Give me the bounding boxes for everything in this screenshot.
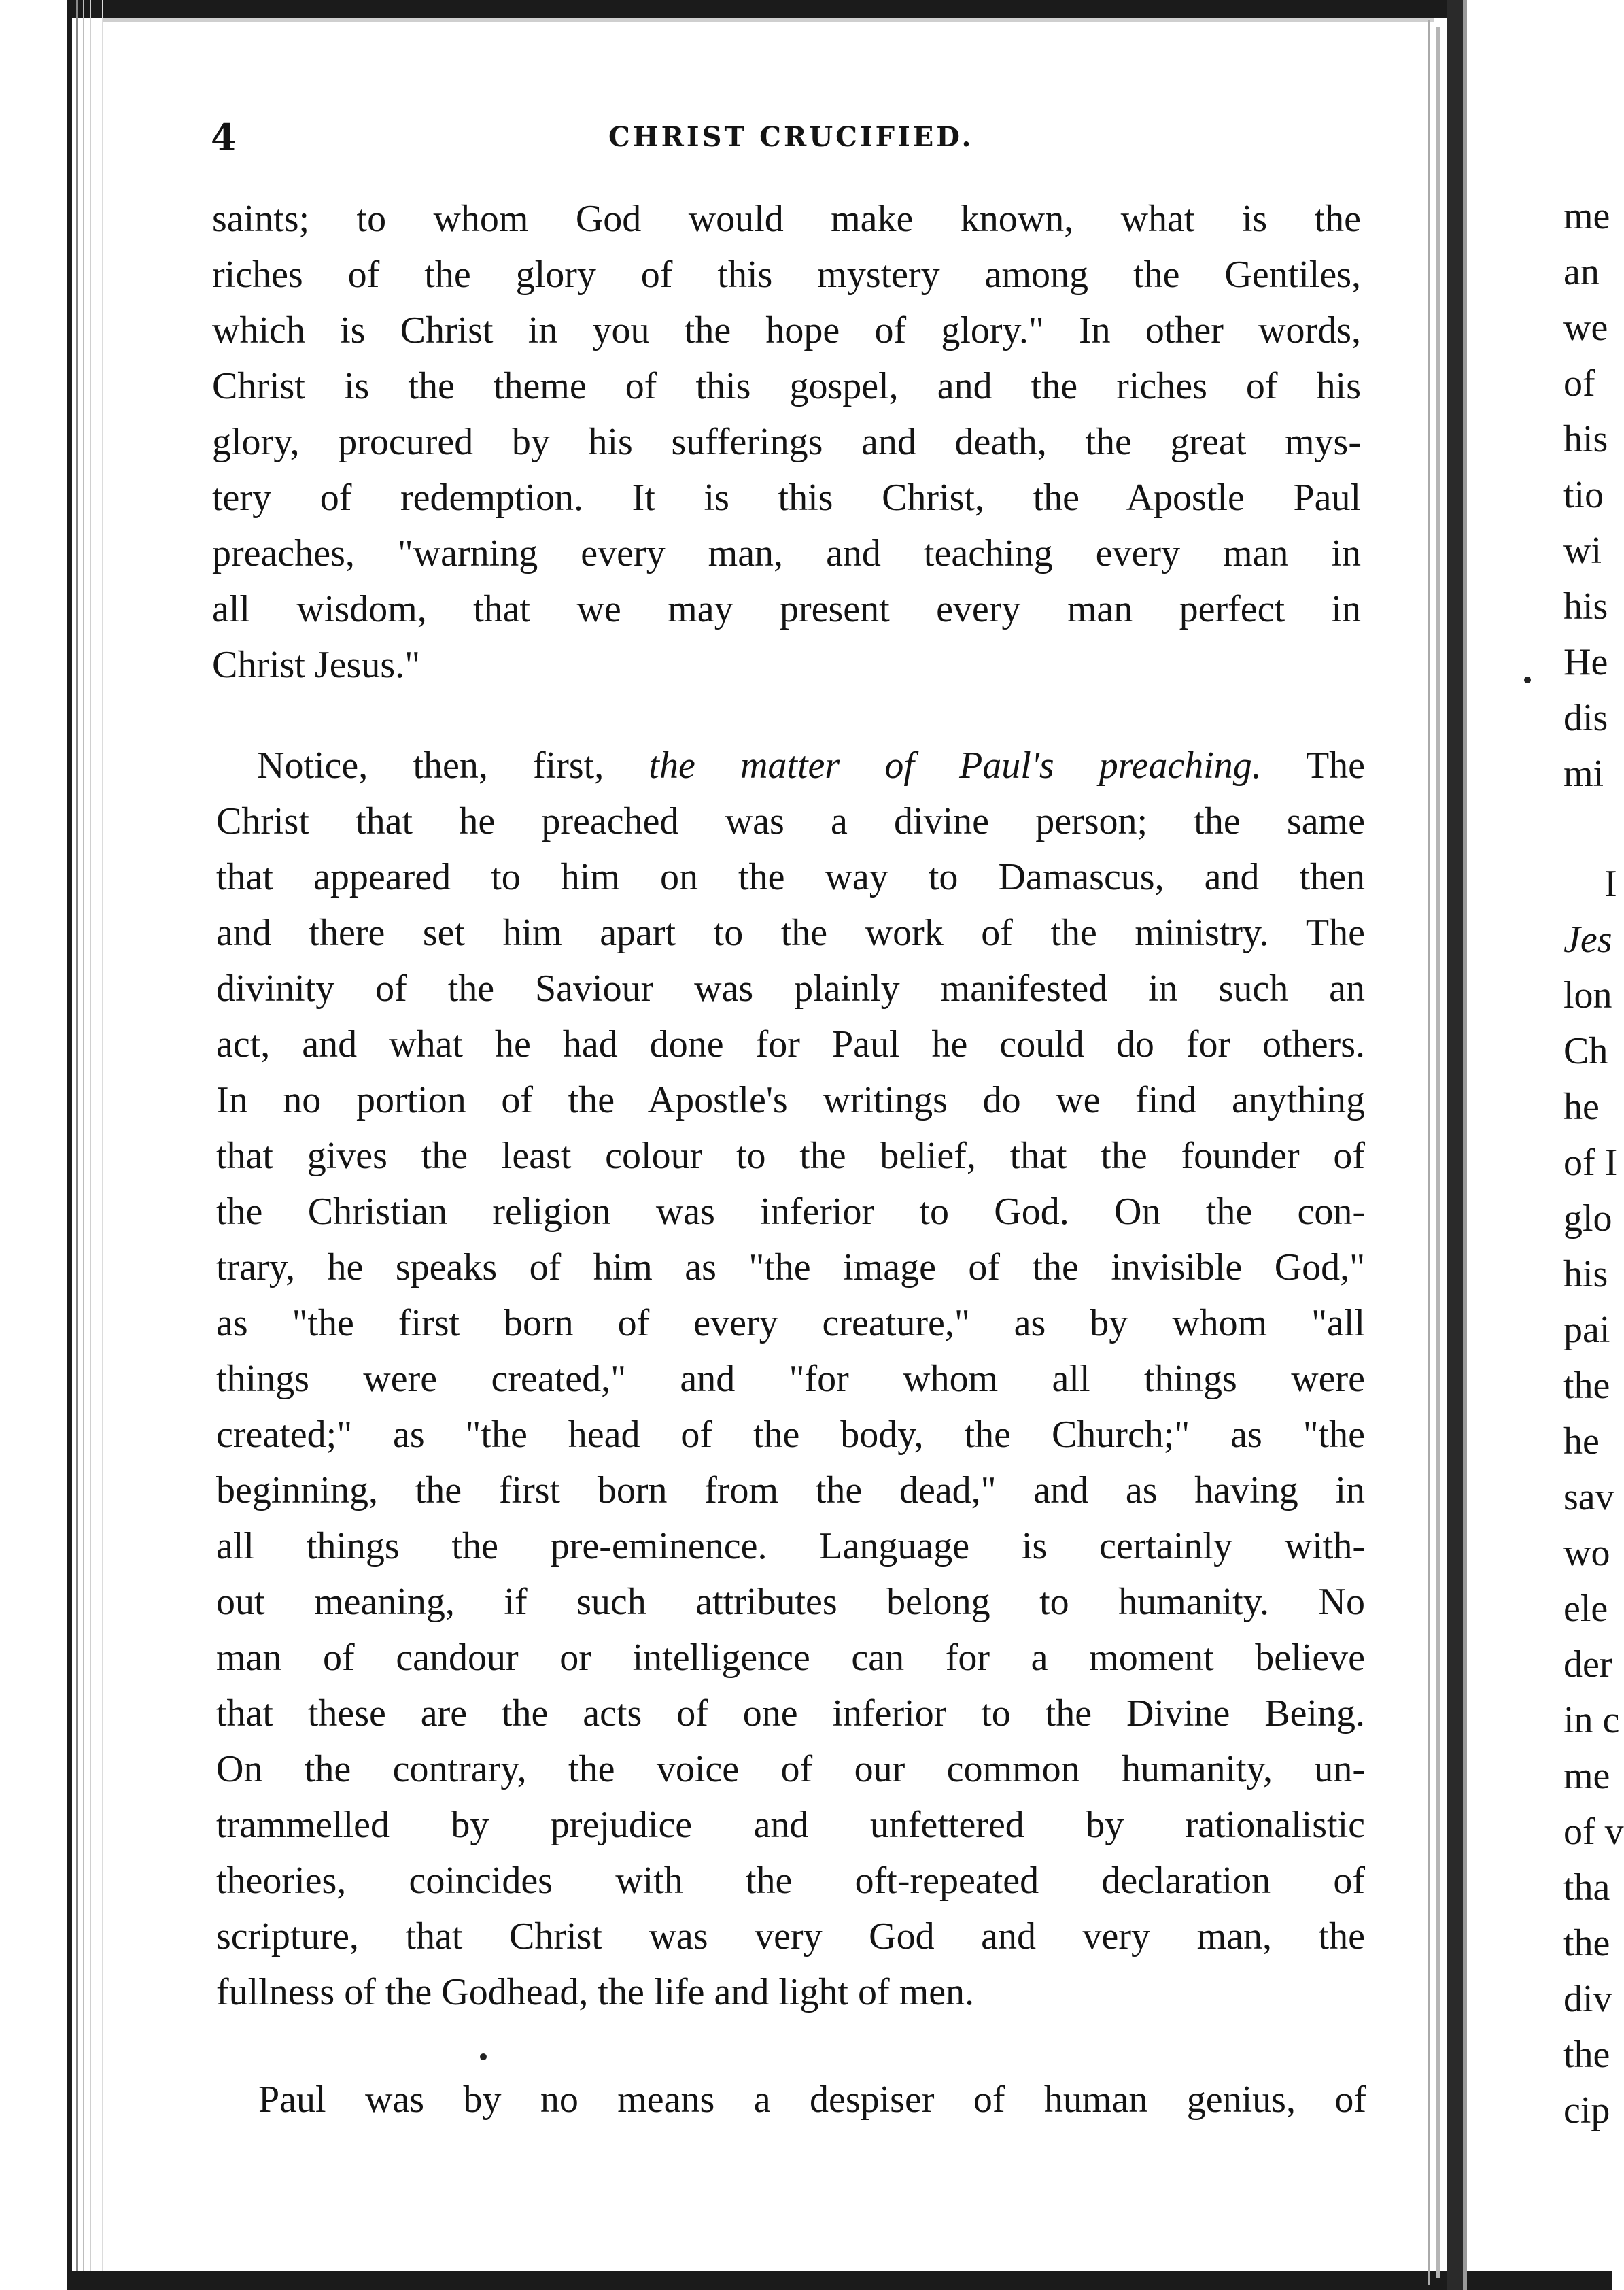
page-edge-bottom xyxy=(67,2271,1612,2290)
facing-line: the xyxy=(1563,1365,1610,1407)
text-line: scripture, that Christ was very God and very man, the xyxy=(216,1915,1365,1958)
facing-line: his xyxy=(1563,585,1608,628)
facing-line: tha xyxy=(1563,1866,1610,1909)
text-line: Christ that he preached was a divine person; the same xyxy=(216,800,1365,842)
text-line: preaches, "warning every man, and teaching every man in xyxy=(212,532,1361,575)
text-line: tery of redemption. It is this Christ, the Apostle Paul xyxy=(212,477,1361,519)
facing-line: sav xyxy=(1563,1476,1614,1518)
print-speck xyxy=(480,2053,487,2060)
print-speck xyxy=(1524,677,1531,683)
page-edge-top-shadow xyxy=(102,18,1434,22)
text-line: saints; to whom God would make known, what is the xyxy=(212,198,1361,240)
facing-line: of xyxy=(1563,362,1595,405)
facing-line: the xyxy=(1563,2034,1610,2076)
facing-line: Jes xyxy=(1563,919,1612,961)
text-line: In no portion of the Apostle's writings do we find anything xyxy=(216,1079,1365,1121)
facing-line: wo xyxy=(1563,1532,1610,1574)
opening-tail: The xyxy=(1305,745,1365,787)
running-head: CHRIST CRUCIFIED. xyxy=(608,121,974,153)
facing-line: in c xyxy=(1563,1699,1620,1741)
text-line: all things the pre-eminence. Language is certainly with- xyxy=(216,1525,1365,1567)
facing-line: Ch xyxy=(1563,1030,1608,1072)
facing-line: of v xyxy=(1563,1811,1624,1853)
facing-line: glo xyxy=(1563,1197,1612,1240)
facing-page-fragment xyxy=(1468,0,1624,2271)
text-line: that these are the acts of one inferior to the Divine Being. xyxy=(216,1692,1365,1734)
facing-line: me xyxy=(1563,1755,1610,1797)
text-line: Christ Jesus." xyxy=(212,644,421,686)
text-line: the Christian religion was inferior to God. On the con- xyxy=(216,1191,1365,1233)
gutter-shadow xyxy=(1436,27,1440,2278)
text-line: trary, he speaks of him as "the image of the invisible God," xyxy=(216,1246,1365,1288)
facing-line: an xyxy=(1563,251,1600,293)
page-edge-left-layer xyxy=(90,0,91,2290)
text-line: and there set him apart to the work of the ministry. The xyxy=(216,912,1365,954)
text-line: as "the first born of every creature," as by whom "all xyxy=(216,1302,1365,1344)
facing-line: dis xyxy=(1563,697,1608,739)
facing-line: lon xyxy=(1563,974,1612,1016)
italic-emphasis: the matter of Paul's preaching. xyxy=(649,745,1262,787)
facing-line: div xyxy=(1563,1978,1612,2020)
text-line: Christ is the theme of this gospel, and the riches of his xyxy=(212,365,1361,407)
facing-line: me xyxy=(1563,195,1610,237)
facing-line: I xyxy=(1604,863,1617,905)
text-line: that appeared to him on the way to Damascus, and then xyxy=(216,856,1365,898)
text-line: out meaning, if such attributes belong to humanity. No xyxy=(216,1581,1365,1623)
page-edge-left-layer xyxy=(102,0,103,2290)
page-number: 4 xyxy=(211,116,237,159)
text-line: beginning, the first born from the dead," and as having in xyxy=(216,1469,1365,1511)
text-line: theories, coincides with the oft-repeated declaration of xyxy=(216,1860,1365,1902)
opening-text: Notice, then, first, xyxy=(257,745,604,787)
text-line: created;" as "the head of the body, the Church;" as "the xyxy=(216,1414,1365,1456)
facing-line: ele xyxy=(1563,1588,1608,1630)
text-line: Paul was by no means a despiser of human genius, of xyxy=(258,2079,1366,2121)
facing-line: mi xyxy=(1563,753,1604,795)
text-line: fullness of the Godhead, the life and light of men. xyxy=(216,1971,975,2013)
text-line: trammelled by prejudice and unfettered by rationalistic xyxy=(216,1804,1365,1846)
text-line: riches of the glory of this mystery among the Gentiles, xyxy=(212,254,1361,296)
text-line: glory, procured by his sufferings and death, the great mys- xyxy=(212,421,1361,463)
page-edge-left xyxy=(67,0,72,2290)
page-edge-left-layer xyxy=(76,0,78,2290)
facing-line: the xyxy=(1563,1922,1610,1964)
facing-line: his xyxy=(1563,418,1608,460)
text-line: divinity of the Saviour was plainly manifested in such an xyxy=(216,968,1365,1010)
facing-line: his xyxy=(1563,1253,1608,1295)
facing-line: wi xyxy=(1563,530,1602,572)
facing-line: He xyxy=(1563,641,1608,683)
book-spine xyxy=(1447,0,1463,2290)
facing-line: he xyxy=(1563,1420,1600,1463)
text-line: act, and what he had done for Paul he could do for others. xyxy=(216,1023,1365,1065)
gutter-shadow xyxy=(1428,20,1430,2285)
page-edge-top xyxy=(67,0,1453,18)
facing-line: tio xyxy=(1563,474,1604,516)
text-line: On the contrary, the voice of our common humanity, un- xyxy=(216,1748,1365,1790)
book-spine-highlight xyxy=(1463,0,1467,2290)
text-line: all wisdom, that we may present every man perfect in xyxy=(212,588,1361,630)
text-line: that gives the least colour to the belief, that the founder of xyxy=(216,1135,1365,1177)
paragraph-opening-line xyxy=(257,741,1365,790)
text-line: things were created," and "for whom all things were xyxy=(216,1358,1365,1400)
page-edge-left-layer xyxy=(83,0,84,2290)
facing-line: we xyxy=(1563,307,1608,349)
facing-line: pai xyxy=(1563,1309,1610,1351)
facing-line: of I xyxy=(1563,1142,1618,1184)
text-line: which is Christ in you the hope of glory." In other words, xyxy=(212,309,1361,352)
facing-line: he xyxy=(1563,1086,1600,1128)
facing-line: der xyxy=(1563,1643,1612,1686)
text-line: man of candour or intelligence can for a moment believe xyxy=(216,1637,1365,1679)
facing-line: cip xyxy=(1563,2089,1610,2132)
